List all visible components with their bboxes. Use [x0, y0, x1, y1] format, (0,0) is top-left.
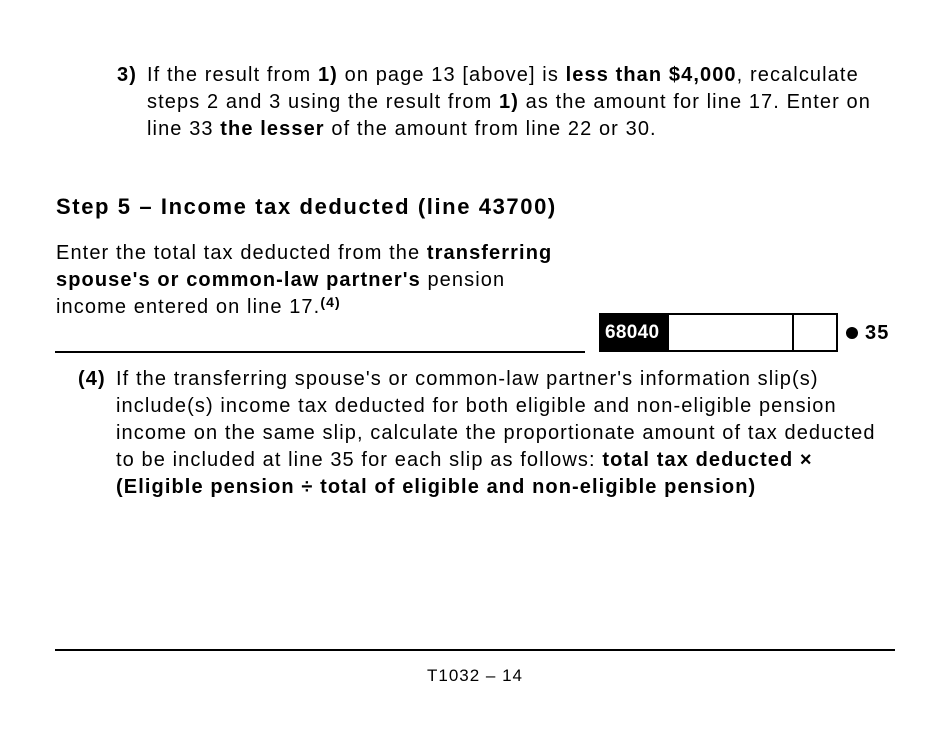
page-number: T1032 – 14: [426, 666, 523, 685]
line-number: 35: [865, 322, 890, 344]
field-code-label: 68040: [599, 313, 669, 352]
footer-divider: [55, 649, 895, 651]
bullet-dot-icon: [846, 327, 858, 339]
item-3-text: If the result from 1) on page 13 [above] is less than $4,000, recalculate steps 2 and 3 using the result from 1) as the amount for line 17. Enter on line 33 the lesser of the amount from line 22 or 30.: [147, 64, 871, 140]
footnote-4-label: (4): [78, 368, 106, 390]
item-3-label: 3): [117, 64, 137, 86]
step-5-heading: Step 5 – Income tax deducted (line 43700): [56, 194, 557, 219]
item-3-instruction: [117, 62, 897, 143]
step-5-instruction: Enter the total tax deducted from the transferring spouse's or common-law partner's pension income entered on line 17.$^{(4)}$: [56, 242, 553, 318]
cents-separator: [792, 315, 794, 350]
divider: [55, 351, 585, 353]
income-tax-deducted-field[interactable]: [668, 313, 838, 352]
footnote-ref: (4): [320, 294, 341, 310]
footnote-4-text: If the transferring spouse's or common-law partner's information slip(s) include(s) income tax deducted for both eligible and non-eligible pension income on the same slip, calculate the proportionate amount of tax deducted to be included at line 35 for each slip as follows: total tax deducted × (Eligible pension ÷ total of eligible and non-eligible pension): [116, 368, 876, 498]
footnote-4: [78, 366, 888, 501]
